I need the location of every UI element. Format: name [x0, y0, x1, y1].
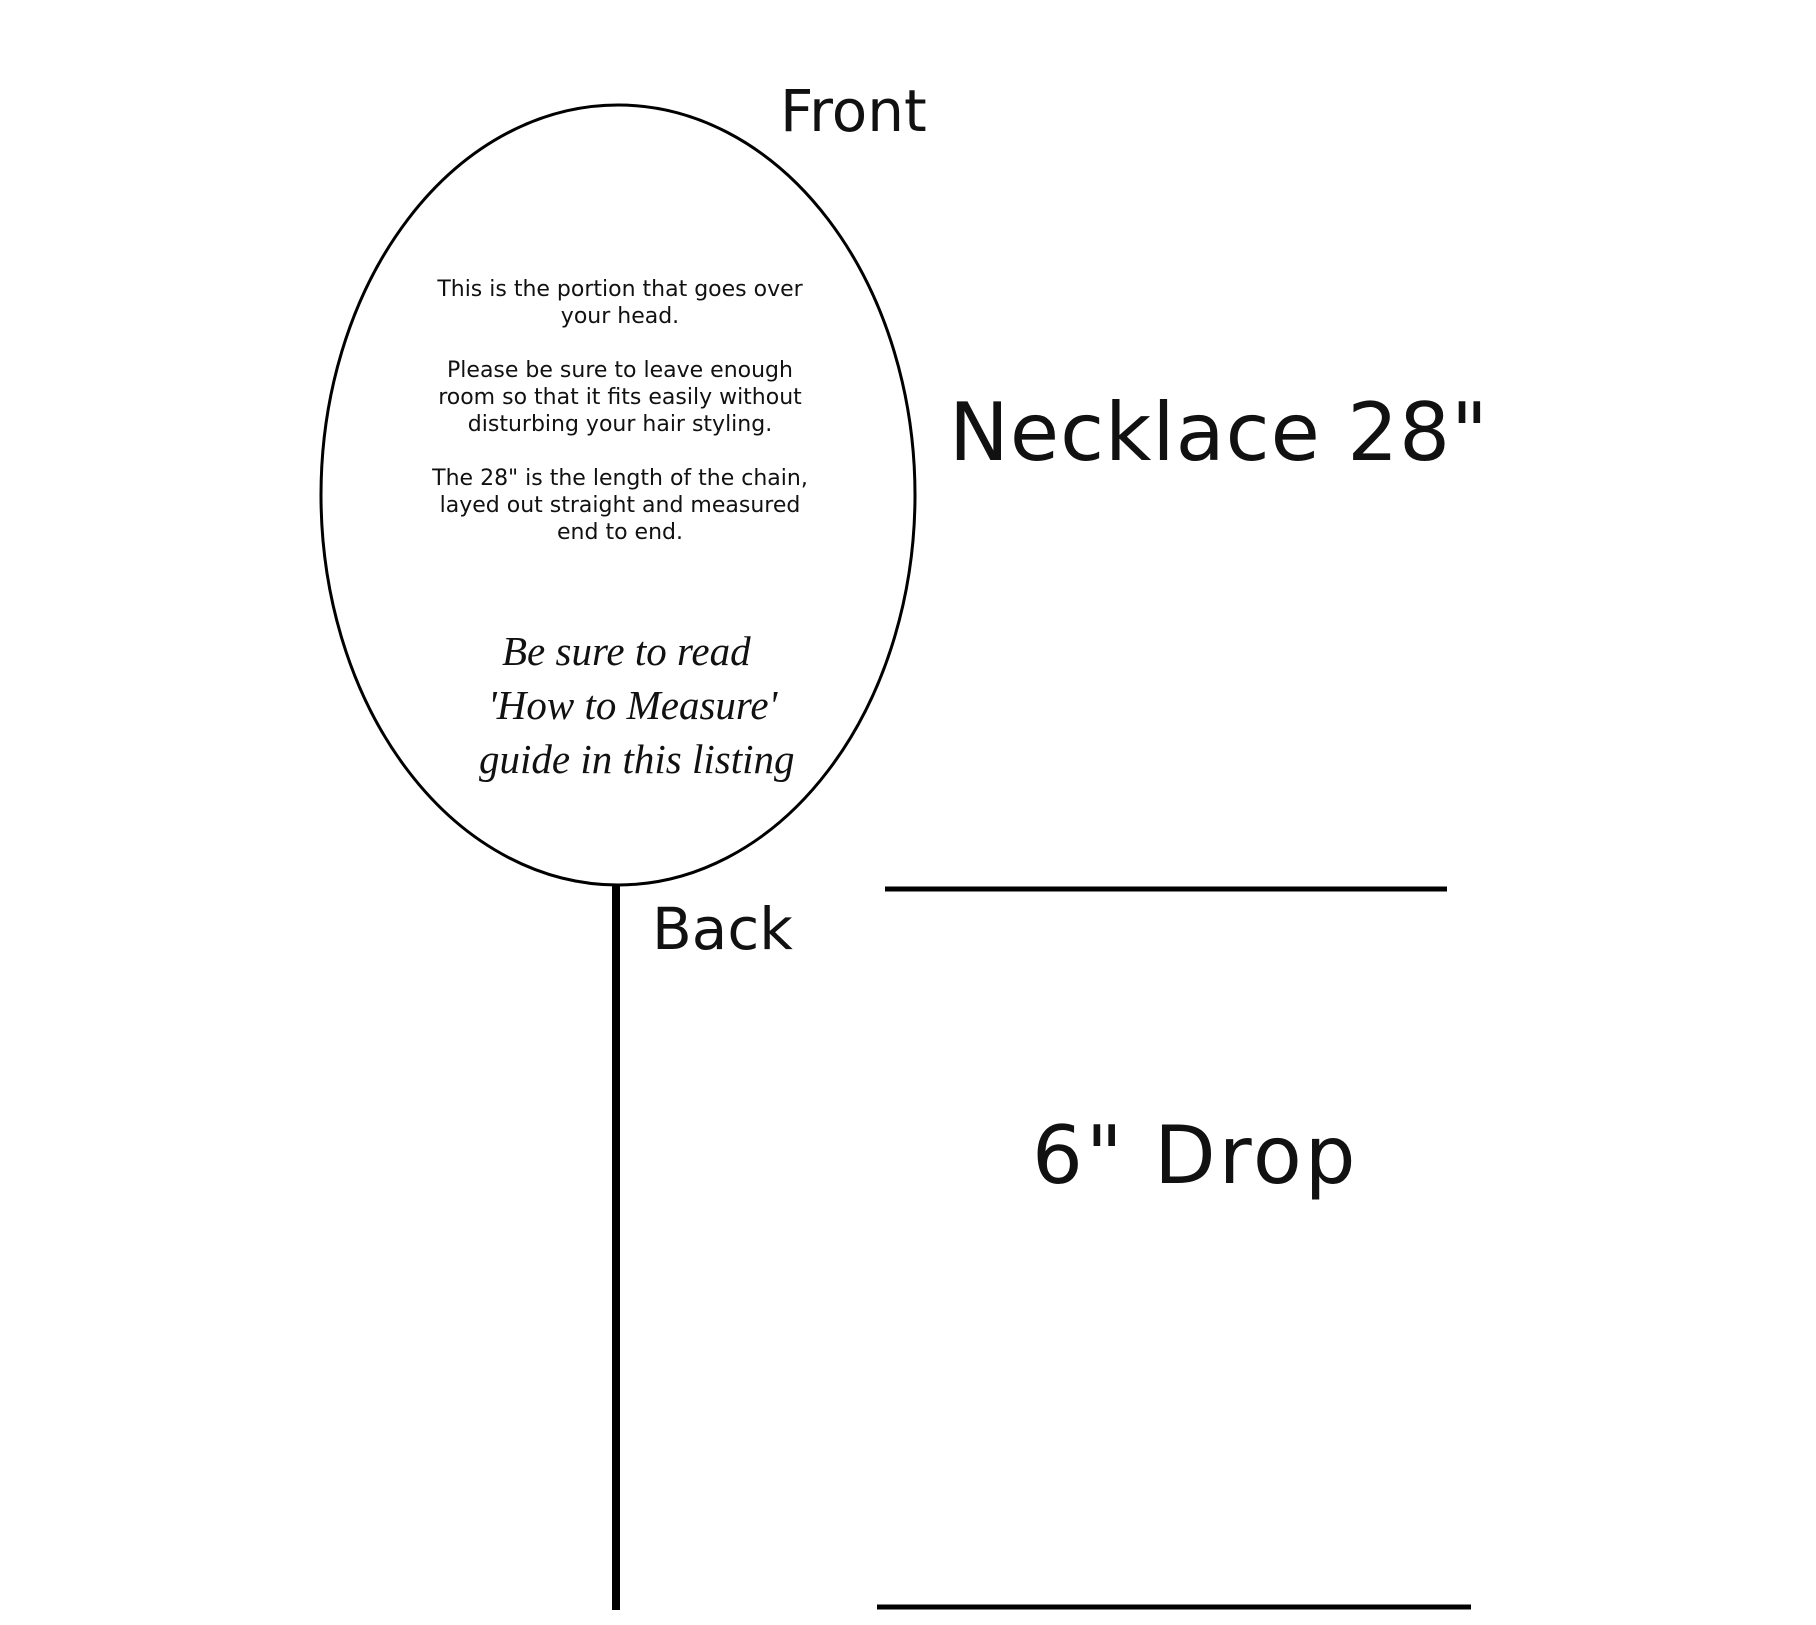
drop-length-label: 6" Drop: [1032, 1109, 1359, 1202]
loop-instructions: [420, 276, 820, 546]
instruction-length: The 28" is the length of the chain, layed out straight and measured end to end.: [432, 466, 808, 545]
measure-guide-reminder: [455, 624, 815, 786]
back-label: Back: [652, 895, 793, 963]
front-label: Front: [780, 77, 927, 145]
reminder-line-1: Be sure to read: [502, 628, 751, 674]
instruction-over-head: This is the portion that goes over your head.: [437, 277, 803, 329]
reminder-line-3: guide in this listing: [479, 736, 795, 782]
necklace-length-label: Necklace 28": [949, 386, 1489, 479]
instruction-room: Please be sure to leave enough room so that it fits easily without disturbing your hair styling.: [438, 358, 802, 437]
reminder-line-2: 'How to Measure': [488, 682, 778, 728]
